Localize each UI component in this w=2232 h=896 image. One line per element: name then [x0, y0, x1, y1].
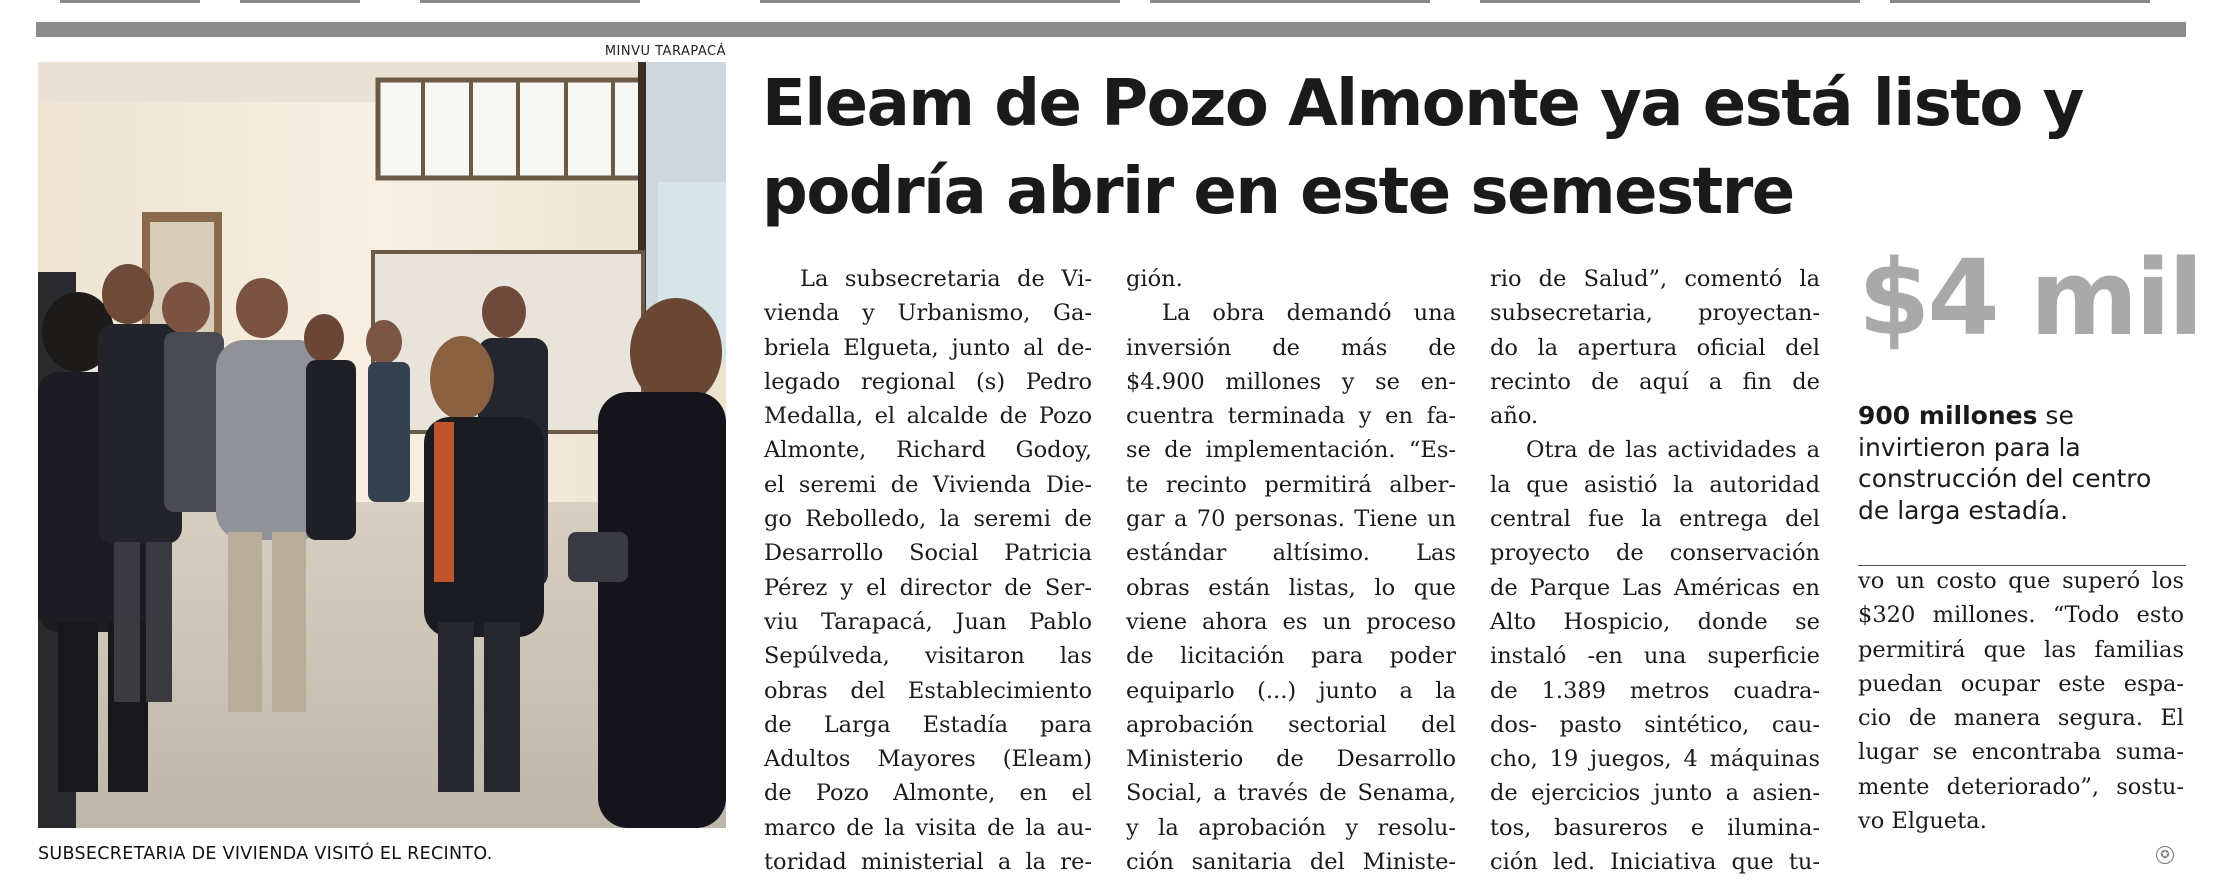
body-line: permitirá que las familias	[1858, 636, 2184, 663]
body-line: estándar altísimo. Las	[1126, 540, 1456, 567]
body-line: tos, basureros e ilumina-	[1490, 814, 1820, 841]
body-line: cho, 19 juegos, 4 máquinas	[1490, 746, 1820, 773]
body-line: La obra demandó una	[1162, 300, 1456, 327]
body-line: do la apertura oficial del	[1490, 334, 1820, 361]
body-line: dos- pasto sintético, cau-	[1490, 711, 1820, 738]
body-line: instaló -en una superficie	[1490, 643, 1820, 670]
body-line: Social, a través de Senama,	[1126, 780, 1456, 807]
body-line: subsecretaria, proyectan-	[1490, 300, 1820, 327]
body-line: de Larga Estadía para	[764, 711, 1092, 738]
body-line: Sepúlveda, visitaron las	[764, 643, 1092, 670]
body-line: vo Elgueta.	[1858, 808, 1987, 835]
body-line: inversión de más de	[1126, 334, 1456, 361]
body-line: de Pozo Almonte, en el	[764, 780, 1092, 807]
body-line: la que asistió la autoridad	[1490, 471, 1820, 498]
body-line: vienda y Urbanismo, Ga-	[764, 300, 1092, 327]
body-line: La subsecretaria de Vi-	[800, 266, 1092, 292]
body-column-2	[1126, 262, 1456, 879]
article-end-icon: ✪	[2156, 846, 2174, 864]
body-line: aprobación sectorial del	[1126, 711, 1456, 738]
headline-line-1: Eleam de Pozo Almonte ya está listo y	[762, 67, 2083, 141]
sidebar-big-number: $4 mil	[1858, 237, 2201, 359]
body-line: viu Tarapacá, Juan Pablo	[764, 608, 1092, 635]
body-line: puedan ocupar este espa-	[1858, 670, 2184, 697]
sidebar-text	[1858, 400, 2188, 526]
body-column-3	[1490, 262, 1820, 879]
body-line: go Rebolledo, la seremi de	[764, 506, 1092, 533]
body-line: vo un costo que superó los	[1858, 568, 2184, 594]
body-column-1	[764, 262, 1092, 879]
photo-caption: SUBSECRETARIA DE VIVIENDA VISITÓ EL RECINTO.	[38, 844, 493, 864]
body-line: de 1.389 metros cuadra-	[1490, 677, 1820, 704]
body-line: ción sanitaria del Ministe-	[1126, 849, 1456, 876]
body-line: lugar se encontraba suma-	[1858, 739, 2184, 766]
body-line: recinto de aquí a fin de	[1490, 368, 1820, 395]
body-line: marco de la visita de la au-	[764, 814, 1092, 841]
body-line: Adultos Mayores (Eleam)	[764, 746, 1092, 773]
body-line: el seremi de Vivienda Die-	[764, 471, 1092, 498]
body-line: de licitación para poder	[1126, 643, 1456, 670]
body-line: Desarrollo Social Patricia	[764, 540, 1092, 567]
body-line: viene ahora es un proceso	[1126, 608, 1456, 635]
body-line: gar a 70 personas. Tiene un	[1126, 506, 1456, 533]
body-line: ción led. Iniciativa que tu-	[1490, 849, 1820, 876]
body-line: Almonte, Richard Godoy,	[764, 437, 1092, 464]
previous-page-text-remnant	[0, 0, 2232, 8]
body-line: proyecto de conservación	[1490, 540, 1820, 567]
body-line: se de implementación. “Es-	[1126, 437, 1456, 464]
body-line: equiparlo (...) junto a la	[1126, 677, 1456, 704]
body-line: te recinto permitirá alber-	[1126, 471, 1456, 498]
body-line: de Parque Las Américas en	[1490, 574, 1820, 601]
article-photo	[38, 62, 726, 828]
body-line: obras del Establecimiento	[764, 677, 1092, 704]
body-line: y la aprobación y resolu-	[1126, 814, 1456, 841]
body-line: Ministerio de Desarrollo	[1126, 746, 1456, 773]
body-line: cuentra terminada y en fa-	[1126, 403, 1456, 430]
sidebar-bold-text: 900 millones	[1858, 401, 2038, 430]
body-line: toridad ministerial a la re-	[764, 849, 1092, 876]
body-line: mente deteriorado”, sostu-	[1858, 773, 2184, 800]
body-line: obras están listas, lo que	[1126, 574, 1456, 601]
section-top-rule	[36, 22, 2186, 37]
body-line: $4.900 millones y se en-	[1126, 368, 1456, 395]
body-line: central fue la entrega del	[1490, 506, 1820, 533]
body-line: Alto Hospicio, donde se	[1490, 608, 1820, 635]
photo-credit: MINVU TARAPACÁ	[604, 44, 726, 59]
article-headline	[762, 60, 2182, 236]
headline-line-2: podría abrir en este semestre	[762, 155, 1794, 229]
body-line: briela Elgueta, junto al de-	[764, 334, 1092, 361]
body-line: $320 millones. “Todo esto	[1858, 602, 2184, 629]
body-line: Medalla, el alcalde de Pozo	[764, 403, 1092, 430]
sidebar-body-text: se invirtieron para la construcción del centro de larga estadía.	[1858, 401, 2152, 525]
body-column-4	[1858, 564, 2184, 838]
body-line: año.	[1490, 403, 1539, 430]
body-line: Pérez y el director de Ser-	[764, 574, 1092, 601]
body-line: rio de Salud”, comentó la	[1490, 266, 1820, 292]
body-line: cio de manera segura. El	[1858, 705, 2184, 732]
body-line: legado regional (s) Pedro	[764, 368, 1092, 395]
body-line: gión.	[1126, 266, 1183, 292]
body-line: de ejercicios junto a asien-	[1490, 780, 1820, 807]
body-line: Otra de las actividades a	[1526, 437, 1820, 464]
